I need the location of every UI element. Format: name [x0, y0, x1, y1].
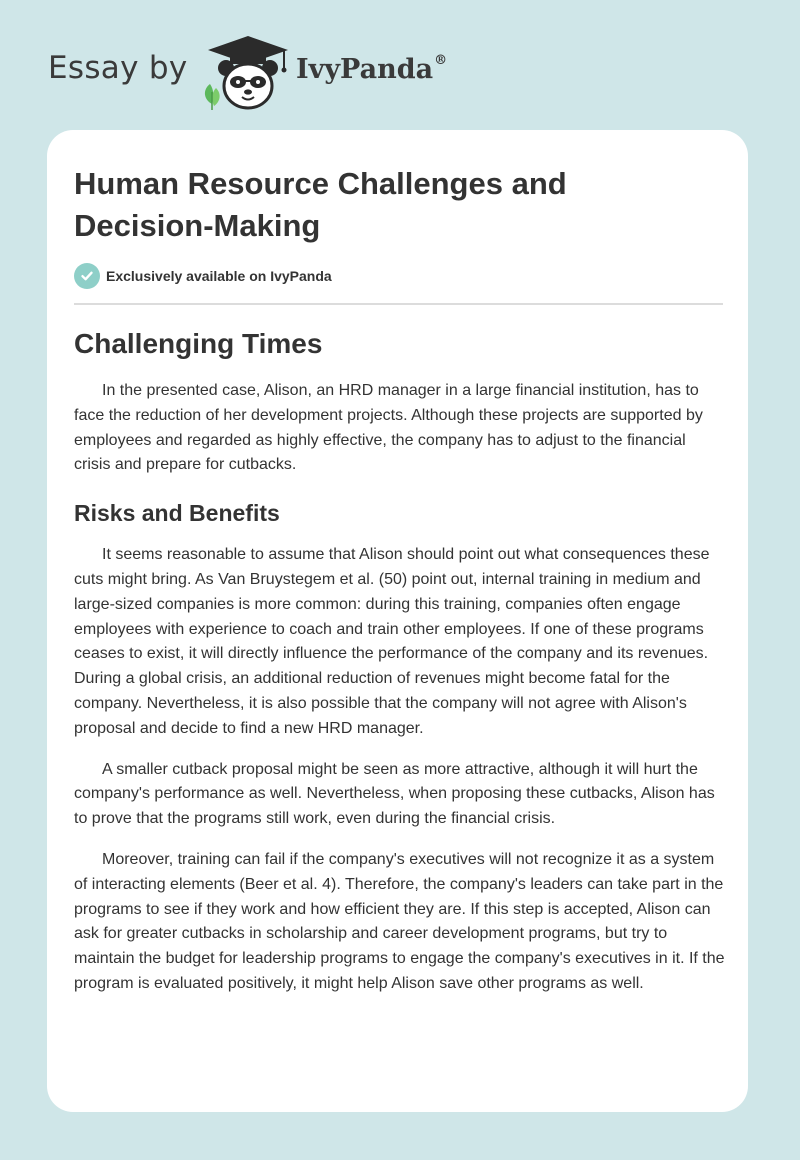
paragraph: In the presented case, Alison, an HRD manager in a large financial institution, has to face the reduction of her development projects. Although these projects are supported by employees and regarded as highly effective, the company has to adjust to the financial crisis and prepare for cutbacks. — [74, 382, 703, 474]
essay-by-label: Essay by — [48, 50, 188, 86]
article-title: Human Resource Challenges and Decision-Making — [74, 166, 567, 243]
paragraph: It seems reasonable to assume that Alison should point out what consequences these cuts might bring. As Van Bruystegem et al. (50) point out, internal training in medium and large-sized companies is more common: during this training, companies often engage employees with experience to coach and train other employees. If one of these programs ceases to exist, it will directly influence the performance of the company and its revenues. During a global crisis, an additional reduction of revenues might become fatal for the company. Nevertheless, it is also possible that the company will not agree with Alison's proposal and decide to find a new HRD manager. — [74, 546, 710, 737]
article-card — [47, 130, 748, 1112]
section-heading-risks-and-benefits: Risks and Benefits — [74, 500, 280, 527]
article-body — [74, 324, 726, 997]
exclusive-badge — [74, 263, 332, 289]
site-header — [48, 32, 508, 112]
paragraph: A smaller cutback proposal might be seen as more attractive, although it will hurt the company's performance as well. Nevertheless, when proposing these cutbacks, Alison has to prove that the programs still work, even during the financial crisis. — [74, 760, 715, 828]
registered-mark: ® — [434, 53, 448, 68]
panda-logo-icon[interactable] — [200, 34, 296, 112]
leaf-icon — [205, 84, 220, 110]
section-heading-challenging-times: Challenging Times — [74, 328, 323, 359]
exclusive-label: Exclusively available on IvyPanda — [106, 268, 332, 284]
title-divider — [74, 303, 723, 305]
paragraph: Moreover, training can fail if the company's executives will not recognize it as a system of interacting elements (Beer et al. 4). Therefore, the company's leaders can take part in the programs to see if they work and how efficient they are. If this step is accepted, Alison can ask for greater cutbacks in scholarship and career development programs, but try to maintain the budget for leadership programs to engage the company's executives in it. If the program is evaluated positively, it might help Alison save other programs as well. — [74, 850, 725, 992]
brand-name[interactable]: IvyPanda® — [296, 53, 448, 85]
check-icon — [74, 263, 100, 289]
